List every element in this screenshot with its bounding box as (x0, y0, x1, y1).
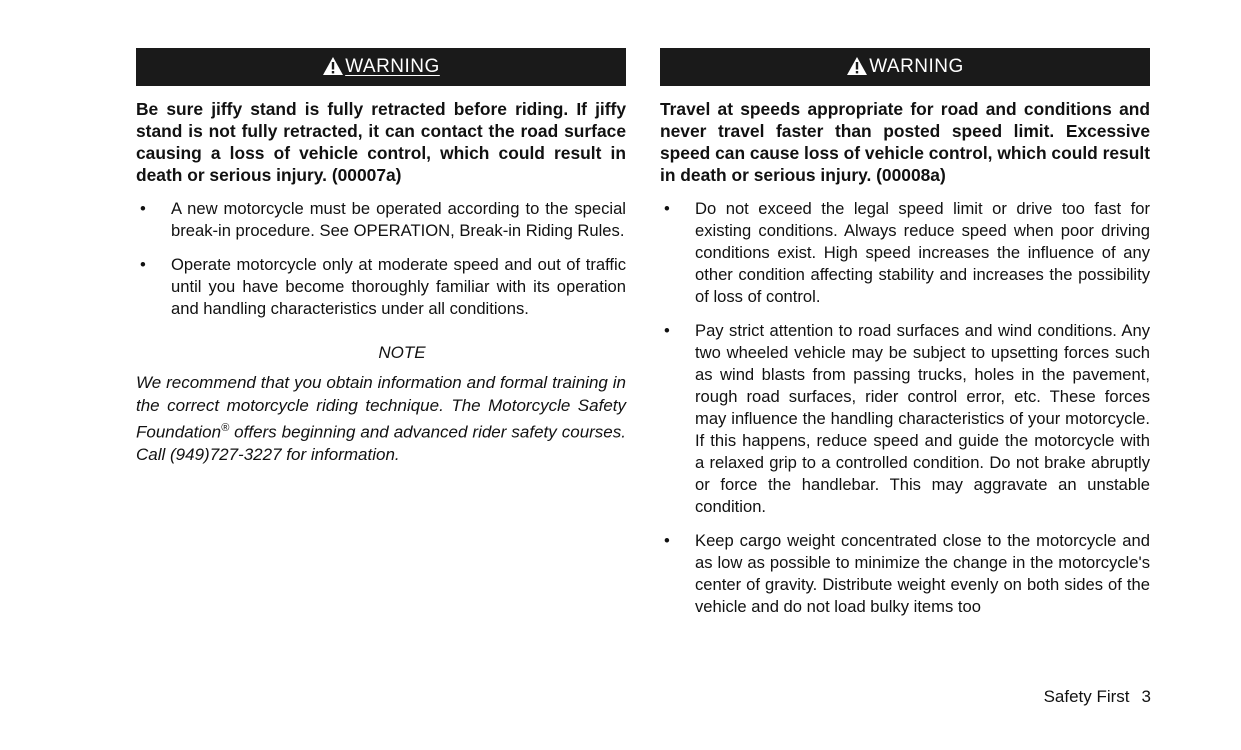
warning-text-jiffy-stand: Be sure jiffy stand is fully retracted before riding. If jiffy stand is not fully retracted, it can contact the road surface causing a loss of vehicle control, which could result in death or serious injury. (00007a) (136, 99, 626, 185)
warning-label: WARNING (869, 56, 964, 77)
page-number: 3 (1141, 687, 1151, 706)
warning-label: WARNING (345, 56, 440, 77)
list-item-text: Pay strict attention to road surfaces and wind conditions. Any two wheeled vehicle may be subject to upsetting forces such as wind blasts from passing trucks, holes in the pavement, rough road surfaces, rider control error, etc. These forces may influence the handling characteristics of your motorcycle. If this happens, reduce speed and guide the motorcycle with a relaxed grip to a controlled condition. Do not brake abruptly or force the handlebar. This may aggravate an unstable condition. (695, 321, 1150, 516)
warning-banner-right (660, 48, 1150, 86)
list-item (660, 530, 1150, 618)
registered-mark: ® (221, 422, 230, 434)
bullet-icon: • (664, 531, 670, 550)
footer-section-title: Safety First (1043, 687, 1130, 706)
page-footer (1044, 686, 1151, 708)
list-item (136, 254, 626, 320)
note-heading: NOTE (378, 343, 426, 362)
list-item (136, 198, 626, 242)
bullet-icon: • (140, 199, 146, 218)
bullet-icon: • (140, 255, 146, 274)
bullet-list-right (660, 198, 1150, 618)
note-text-part-1: We recommend that you obtain information and formal training in the correct motorcycle riding technique. The Motorcycle Safety Foundation (136, 373, 626, 442)
bullet-list-left (136, 198, 626, 320)
bullet-icon: • (664, 321, 670, 340)
list-item-text: A new motorcycle must be operated according to the special break-in procedure. See OPERATION, Break-in Riding Rules. (171, 199, 626, 240)
list-item (660, 198, 1150, 308)
list-item-text: Operate motorcycle only at moderate speed and out of traffic until you have become thoroughly familiar with its operation and handling characteristics under all conditions. (171, 255, 626, 318)
warning-triangle-icon (846, 56, 868, 76)
warning-text-speed: Travel at speeds appropriate for road and conditions and never travel faster than posted speed limit. Excessive speed can cause loss of vehicle control, which could result in death or serious injury. (00008a) (660, 99, 1150, 185)
list-item-text: Keep cargo weight concentrated close to the motorcycle and as low as possible to minimize the change in the motorcycle's center of gravity. Distribute weight evenly on both sides of the vehicle and do not load bulky items too (695, 531, 1150, 616)
list-item-text: Do not exceed the legal speed limit or drive too fast for existing conditions. Always reduce speed when poor driving conditions exist. High speed increases the influence of any other condition affecting stability and increases the possibility of loss of control. (695, 199, 1150, 306)
note-text (136, 372, 626, 467)
bullet-icon: • (664, 199, 670, 218)
warning-banner-left (136, 48, 626, 86)
right-column (660, 48, 1150, 630)
warning-triangle-icon (322, 56, 344, 76)
note-text-part-2: offers beginning and advanced rider safety courses. Call (949)727-3227 for information. (136, 422, 626, 465)
left-column (136, 48, 626, 467)
list-item (660, 320, 1150, 518)
